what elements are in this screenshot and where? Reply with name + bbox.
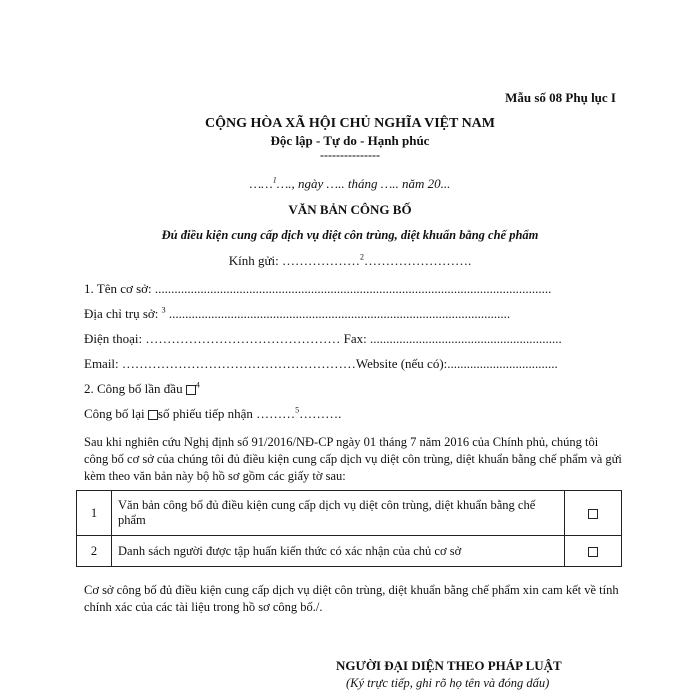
checkbox[interactable] (148, 410, 158, 420)
row-number: 1 (77, 491, 112, 536)
date-line: ……$^1$…., ngày ….. tháng ….. năm 20... (249, 175, 451, 191)
checkbox[interactable] (588, 509, 598, 519)
document-title: VĂN BẢN CÔNG BỐ (288, 202, 412, 217)
field-first-announcement: 2. Công bố lần đầu $^4$ (84, 380, 200, 396)
checkbox[interactable] (588, 547, 598, 557)
separator-line: --------------- (320, 148, 380, 162)
field-phone-fax: Điện thoại: ……………………………………… Fax: ........................................................... (84, 331, 562, 346)
table-row (77, 491, 622, 536)
footnote-mark: 4 (195, 380, 200, 390)
form-number: Mẫu số 08 Phụ lục I (505, 90, 616, 105)
field-email-website: Email: ………………………………………………Website (nếu có):.................................. (84, 356, 558, 371)
footnote-mark: 5 (295, 405, 300, 415)
document-subject: Đủ điều kiện cung cấp dịch vụ diệt côn trùng, diệt khuẩn bằng chế phẩm (161, 228, 539, 242)
footnote-mark: 3 (161, 305, 166, 315)
field-re-announcement: Công bố lại số phiếu tiếp nhận ………$^5$………. (84, 405, 342, 421)
national-title: CỘNG HÒA XÃ HỘI CHỦ NGHĨA VIỆT NAM (204, 116, 495, 131)
footnote-mark: 1 (272, 175, 277, 185)
row-description: Văn bản công bố đủ điều kiện cung cấp dịch vụ diệt côn trùng, diệt khuẩn bằng chế phẩm (112, 491, 565, 536)
table-row (77, 536, 622, 567)
row-description: Danh sách người được tập huấn kiến thức có xác nhận của chủ cơ sở (112, 536, 565, 567)
row-number: 2 (77, 536, 112, 567)
commitment-paragraph: Cơ sở công bố đủ điều kiện cung cấp dịch vụ diệt côn trùng, diệt khuẩn bằng chế phẩm xin cam kết về tính chính xác của các tài liệu trong hồ sơ công bố./. (84, 583, 619, 614)
footnote-mark: 2 (360, 252, 365, 262)
motto: Độc lập - Tự do - Hạnh phúc (270, 133, 430, 148)
field-address: Địa chỉ trụ sở: $^3$ ......................................................................................................... (84, 305, 511, 321)
intro-paragraph: Sau khi nghiên cứu Nghị định số 91/2016/NĐ-CP ngày 01 tháng 7 năm 2016 của Chính phủ, chúng tôi công bố cơ sở của chúng tôi đủ điều kiện cung cấp dịch vụ diệt côn trùng, diệt khuẩn bằng chế phẩm và gửi kèm theo văn bản này bộ hồ sơ gồm các giấy tờ sau: (84, 435, 622, 483)
checkbox[interactable] (186, 385, 196, 395)
field-facility-name: 1. Tên cơ sở: .......................................................................................................................... (84, 281, 552, 296)
document-list-table (76, 490, 622, 567)
recipient-line: Kính gửi: ………………$^2$……………………. (228, 252, 472, 268)
signature-title: NGƯỜI ĐẠI DIỆN THEO PHÁP LUẬT (336, 658, 562, 673)
signature-note: (Ký trực tiếp, ghi rõ họ tên và đóng dấu) (346, 676, 550, 690)
